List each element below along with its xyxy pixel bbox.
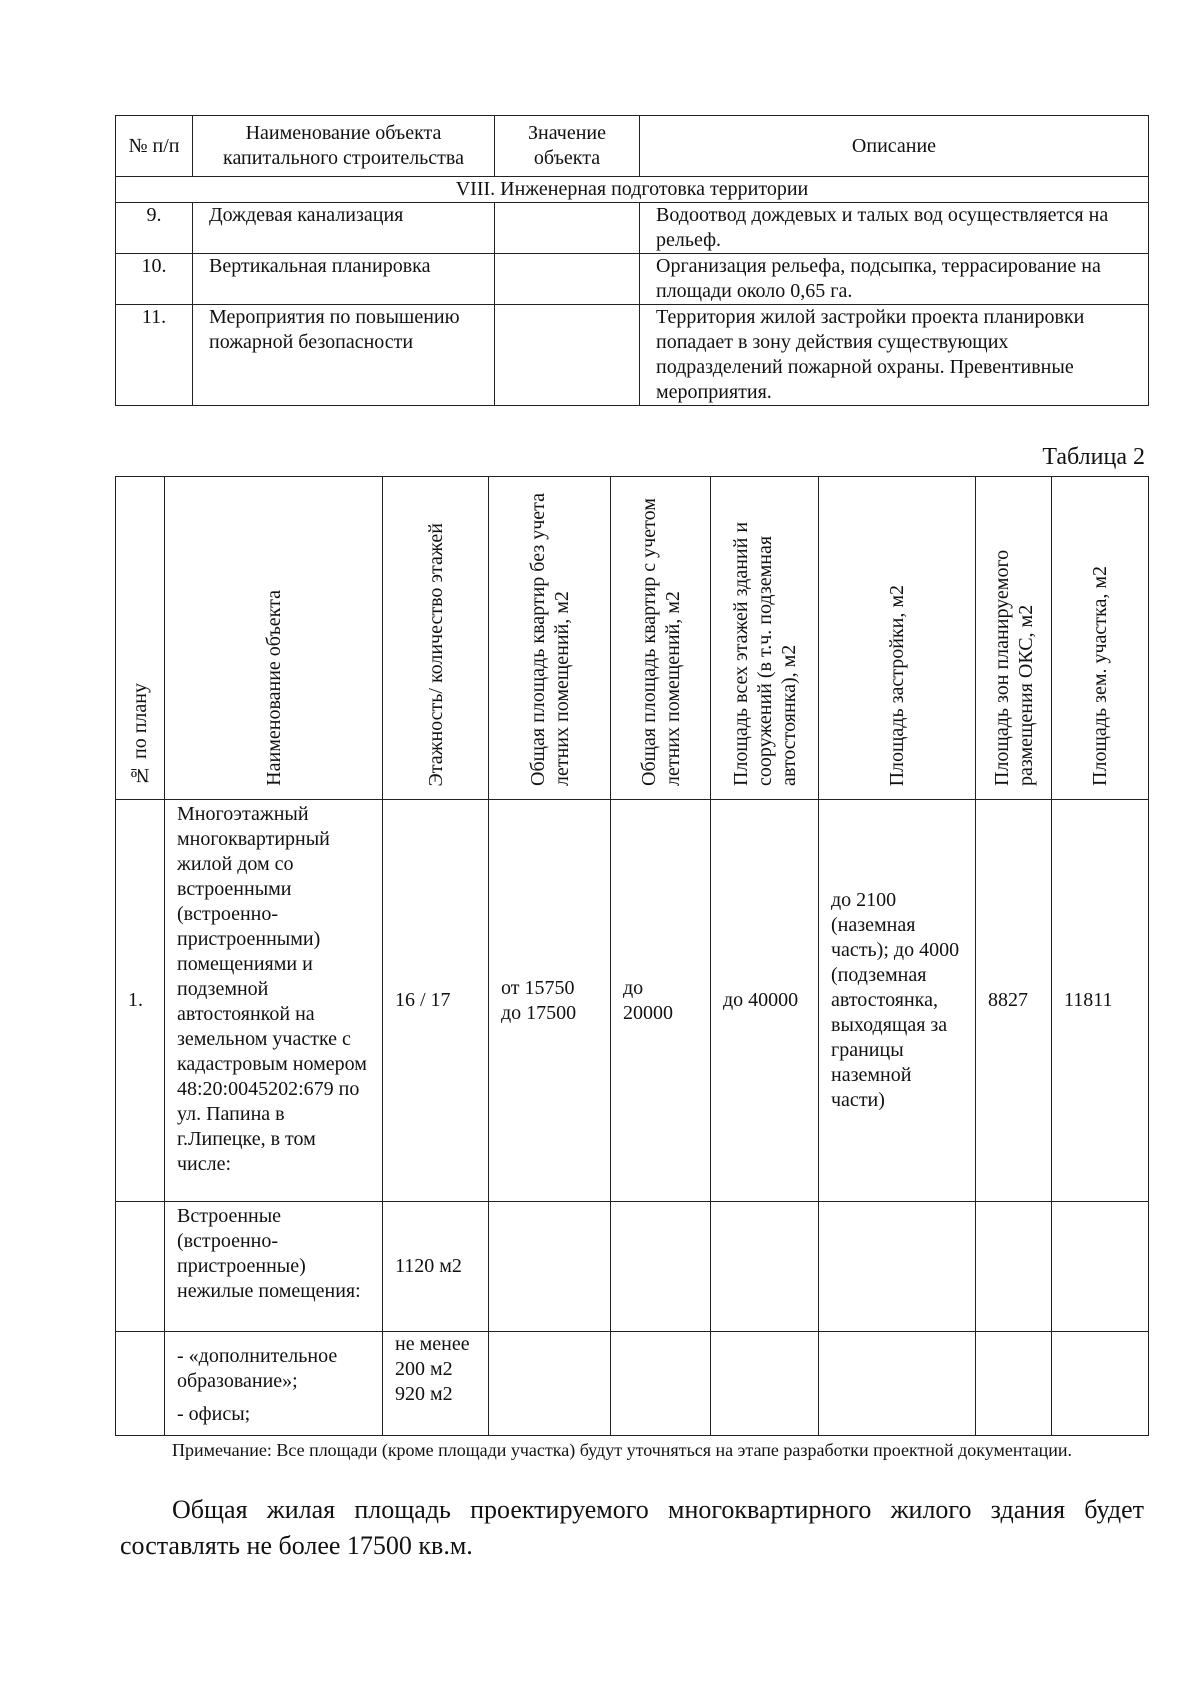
row-desc: Территория жилой застройки проекта планировки попадает в зону действия существующих подразделений пожарной охраны. Превентивные мероприятия. (640, 305, 1149, 406)
row-value (495, 203, 640, 254)
row-built-area: до 2100 (наземная часть); до 4000 (подземная автостоянка, выходящая за границы наземной части) (819, 800, 976, 1202)
header-plot-area: Площадь зем. участка, м2 (1052, 477, 1149, 800)
row-name: Мероприятия по повышению пожарной безопасности (193, 305, 495, 406)
empty-cell (611, 1202, 711, 1332)
row-name: Многоэтажный многоквартирный жилой дом со встроенными (встроенно-пристроенными) помещениями и подземной автостоянкой на земельном участке с кадастровым номером 48:20:0045202:679 по ул. Папина в г.Липецке, в том числе: (165, 800, 383, 1202)
header-desc: Описание (640, 116, 1149, 177)
row-floors-line: не менее 200 м2 (395, 1333, 470, 1380)
header-name: Наименование объекта капитального строительства (193, 116, 495, 177)
header-num: № п/п (116, 116, 193, 177)
row-area-all-floors: до 40000 (711, 800, 819, 1202)
row-name: Дождевая канализация (193, 203, 495, 254)
row-name-line: - офисы; (177, 1403, 251, 1425)
row-num (116, 1202, 165, 1332)
empty-cell (611, 1332, 711, 1436)
table-note: Примечание: Все площади (кроме площади участка) будут уточняться на этапе разработки проектной документации. (172, 1440, 1072, 1460)
row-num: 10. (116, 254, 193, 305)
engineering-table (115, 115, 1149, 406)
header-built-area: Площадь застройки, м2 (819, 477, 976, 800)
building-table (115, 476, 1149, 1436)
section-row (116, 177, 1149, 203)
header-value: Значение объекта (495, 116, 640, 177)
section-title: VIII. Инженерная подготовка территории (116, 177, 1149, 203)
empty-cell (489, 1202, 611, 1332)
header-area-summer: Общая площадь квартир с учетом летних помещений, м2 (611, 477, 711, 800)
row-name: Вертикальная планировка (193, 254, 495, 305)
row-name: Встроенные (встроенно-пристроенные) нежилые помещения: (165, 1202, 383, 1332)
row-area-no-summer: от 15750 до 17500 (489, 800, 611, 1202)
row-num: 1. (116, 800, 165, 1202)
empty-cell (711, 1332, 819, 1436)
empty-cell (819, 1332, 976, 1436)
row-floors (383, 1332, 489, 1436)
row-plot-area: 11811 (1052, 800, 1149, 1202)
table-row (116, 203, 1149, 254)
row-num: 9. (116, 203, 193, 254)
row-zone-area: 8827 (976, 800, 1052, 1202)
empty-cell (489, 1332, 611, 1436)
row-area-summer: до 20000 (611, 800, 711, 1202)
row-name-line: - «дополнительное образование»; (177, 1345, 338, 1392)
empty-cell (819, 1202, 976, 1332)
row-floors: 16 / 17 (383, 800, 489, 1202)
header-num: № по плану (116, 477, 165, 800)
table-header-row (116, 116, 1149, 177)
table-caption: Таблица 2 (1042, 444, 1145, 470)
row-value (495, 305, 640, 406)
summary-paragraph: Общая жилая площадь проектируемого многоквартирного жилого здания будет составлять не более 17500 кв.м. (120, 1495, 1144, 1560)
row-num: 11. (116, 305, 193, 406)
header-name: Наименование объекта (165, 477, 383, 800)
row-desc: Организация рельефа, подсыпка, террасирование на площади около 0,65 га. (640, 254, 1149, 305)
row-value (495, 254, 640, 305)
header-area-no-summer: Общая площадь квартир без учета летних помещений, м2 (489, 477, 611, 800)
header-area-all-floors: Площадь всех этажей зданий и сооружений (в т.ч. подземная автостоянка), м2 (711, 477, 819, 800)
empty-cell (1052, 1202, 1149, 1332)
header-floors: Этажность/ количество этажей (383, 477, 489, 800)
row-num (116, 1332, 165, 1436)
row-desc: Водоотвод дождевых и талых вод осуществляется на рельеф. (640, 203, 1149, 254)
row-floors: 1120 м2 (383, 1202, 489, 1332)
table-header-row (116, 477, 1149, 800)
row-floors-line: 920 м2 (395, 1383, 453, 1405)
table-row (116, 1332, 1149, 1436)
empty-cell (711, 1202, 819, 1332)
row-name (165, 1332, 383, 1436)
table-row (116, 1202, 1149, 1332)
header-zone-area: Площадь зон планируемого размещения ОКС, м2 (976, 477, 1052, 800)
table-row (116, 305, 1149, 406)
empty-cell (976, 1332, 1052, 1436)
empty-cell (1052, 1332, 1149, 1436)
table-row (116, 254, 1149, 305)
table-row (116, 800, 1149, 1202)
empty-cell (976, 1202, 1052, 1332)
